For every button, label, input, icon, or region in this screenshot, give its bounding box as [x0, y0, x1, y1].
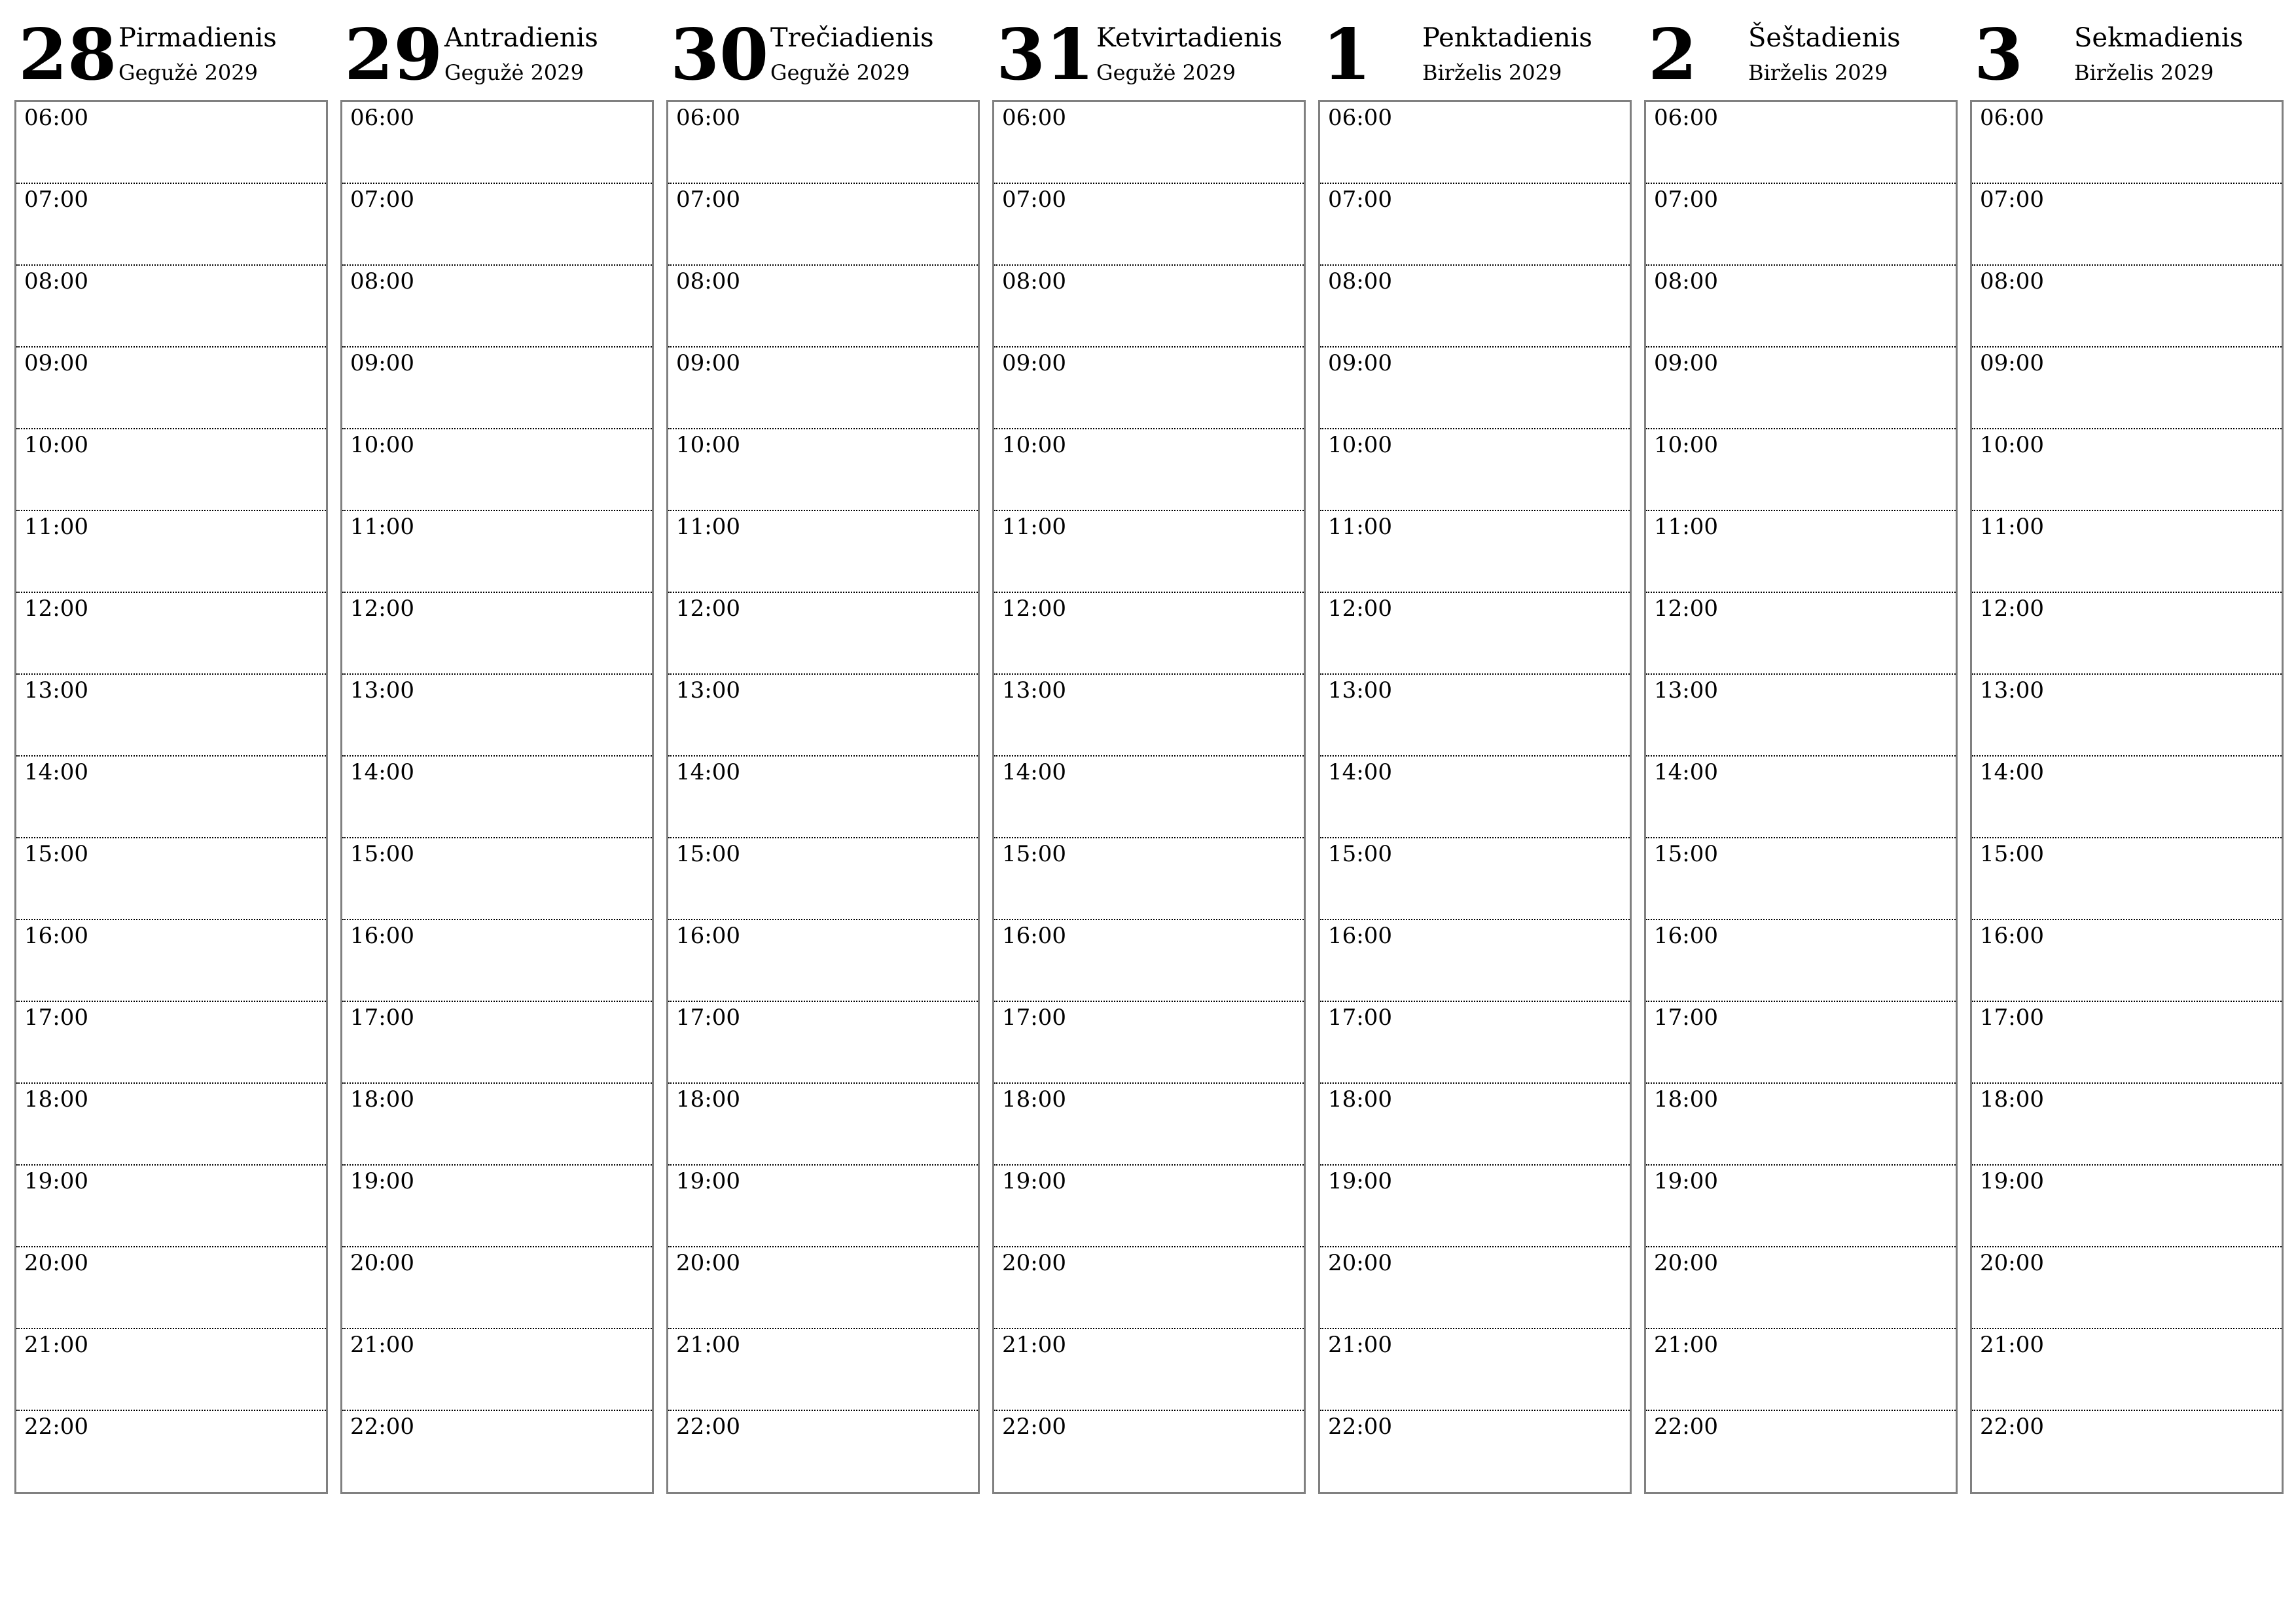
- time-slot[interactable]: [1646, 1084, 1956, 1166]
- time-slot[interactable]: [1320, 511, 1630, 593]
- time-label: 07:00: [1654, 187, 1718, 213]
- time-slot[interactable]: [1972, 348, 2282, 429]
- time-label: 10:00: [676, 432, 740, 458]
- time-label: 16:00: [1654, 923, 1718, 949]
- time-slot[interactable]: [668, 1411, 978, 1493]
- day-header: [340, 14, 653, 99]
- time-slot[interactable]: [1320, 675, 1630, 757]
- day-header: [1318, 14, 1630, 99]
- time-slot[interactable]: [994, 838, 1304, 920]
- time-label: 09:00: [1980, 350, 2044, 376]
- day-number: 30: [670, 14, 769, 96]
- time-slot[interactable]: [1646, 1166, 1956, 1247]
- time-label: 12:00: [676, 596, 740, 622]
- day-header: [992, 14, 1304, 99]
- time-slot[interactable]: [342, 184, 652, 266]
- time-slot[interactable]: [1972, 102, 2282, 184]
- time-slot[interactable]: [1646, 1002, 1956, 1084]
- time-label: 15:00: [1654, 841, 1718, 867]
- time-slot[interactable]: [16, 1084, 326, 1166]
- time-slot[interactable]: [994, 1329, 1304, 1411]
- time-label: 16:00: [1328, 923, 1392, 949]
- day-column: [1644, 14, 1956, 1500]
- time-slot[interactable]: [16, 1329, 326, 1411]
- day-schedule-box: [1644, 100, 1958, 1494]
- time-label: 22:00: [1654, 1414, 1718, 1440]
- time-label: 09:00: [1328, 350, 1392, 376]
- time-slot[interactable]: [1972, 593, 2282, 675]
- time-label: 06:00: [1328, 105, 1392, 131]
- day-schedule-box: [14, 100, 328, 1494]
- day-number: 31: [996, 14, 1095, 96]
- time-label: 13:00: [1002, 677, 1066, 704]
- time-label: 10:00: [1980, 432, 2044, 458]
- time-label: 12:00: [1328, 596, 1392, 622]
- time-slot[interactable]: [994, 429, 1304, 511]
- time-label: 17:00: [1002, 1005, 1066, 1031]
- time-label: 21:00: [350, 1332, 414, 1358]
- time-label: 17:00: [1328, 1005, 1392, 1031]
- day-header: [14, 14, 327, 99]
- time-label: 16:00: [1002, 923, 1066, 949]
- time-slot[interactable]: [668, 593, 978, 675]
- time-slot[interactable]: [1320, 102, 1630, 184]
- time-slot[interactable]: [994, 1084, 1304, 1166]
- day-name: Šeštadienis: [1748, 23, 1901, 53]
- day-schedule-box: [1318, 100, 1632, 1494]
- time-label: 13:00: [676, 677, 740, 704]
- time-label: 20:00: [1328, 1250, 1392, 1276]
- day-header: [1644, 14, 1956, 99]
- time-label: 22:00: [1002, 1414, 1066, 1440]
- time-label: 15:00: [350, 841, 414, 867]
- time-label: 15:00: [1980, 841, 2044, 867]
- time-label: 14:00: [1654, 759, 1718, 785]
- time-label: 10:00: [350, 432, 414, 458]
- time-slot[interactable]: [342, 1329, 652, 1411]
- day-name: Penktadienis: [1422, 23, 1592, 53]
- time-slot[interactable]: [1320, 429, 1630, 511]
- time-slot[interactable]: [1646, 1329, 1956, 1411]
- time-slot[interactable]: [668, 1166, 978, 1247]
- day-schedule-box: [992, 100, 1306, 1494]
- month-year: Birželis 2029: [2074, 60, 2214, 85]
- time-slot[interactable]: [1646, 348, 1956, 429]
- time-label: 19:00: [350, 1168, 414, 1194]
- time-slot[interactable]: [1972, 1166, 2282, 1247]
- time-label: 20:00: [1654, 1250, 1718, 1276]
- time-slot[interactable]: [342, 1411, 652, 1493]
- time-slot[interactable]: [1972, 429, 2282, 511]
- time-slot[interactable]: [1320, 920, 1630, 1002]
- day-number: 2: [1648, 14, 1698, 96]
- time-label: 14:00: [1328, 759, 1392, 785]
- time-label: 11:00: [1002, 514, 1066, 540]
- time-label: 21:00: [1980, 1332, 2044, 1358]
- time-slot[interactable]: [668, 1084, 978, 1166]
- time-label: 08:00: [24, 268, 88, 294]
- time-slot[interactable]: [1646, 757, 1956, 838]
- time-slot[interactable]: [342, 511, 652, 593]
- time-slot[interactable]: [1320, 266, 1630, 348]
- time-label: 08:00: [1654, 268, 1718, 294]
- time-label: 07:00: [1328, 187, 1392, 213]
- time-label: 09:00: [1654, 350, 1718, 376]
- time-slot[interactable]: [16, 184, 326, 266]
- time-slot[interactable]: [1320, 1329, 1630, 1411]
- time-label: 11:00: [1980, 514, 2044, 540]
- time-slot[interactable]: [16, 838, 326, 920]
- time-slot[interactable]: [16, 266, 326, 348]
- month-year: Gegužė 2029: [770, 60, 910, 85]
- time-label: 20:00: [1980, 1250, 2044, 1276]
- time-slot[interactable]: [342, 1166, 652, 1247]
- time-slot[interactable]: [342, 1247, 652, 1329]
- time-label: 14:00: [350, 759, 414, 785]
- time-label: 13:00: [24, 677, 88, 704]
- time-label: 11:00: [676, 514, 740, 540]
- time-slot[interactable]: [668, 1002, 978, 1084]
- time-slot[interactable]: [994, 511, 1304, 593]
- time-slot[interactable]: [16, 102, 326, 184]
- time-label: 18:00: [1002, 1086, 1066, 1113]
- time-label: 20:00: [24, 1250, 88, 1276]
- time-slot[interactable]: [1646, 675, 1956, 757]
- time-slot[interactable]: [994, 102, 1304, 184]
- time-label: 17:00: [1980, 1005, 2044, 1031]
- time-label: 07:00: [1980, 187, 2044, 213]
- time-slot[interactable]: [994, 757, 1304, 838]
- time-label: 12:00: [1980, 596, 2044, 622]
- time-label: 08:00: [350, 268, 414, 294]
- time-slot[interactable]: [342, 266, 652, 348]
- time-label: 19:00: [1328, 1168, 1392, 1194]
- day-name: Pirmadienis: [118, 23, 277, 53]
- day-schedule-box: [666, 100, 980, 1494]
- time-label: 19:00: [24, 1168, 88, 1194]
- time-label: 08:00: [676, 268, 740, 294]
- time-slot[interactable]: [1646, 184, 1956, 266]
- time-label: 16:00: [350, 923, 414, 949]
- time-label: 06:00: [350, 105, 414, 131]
- time-label: 08:00: [1002, 268, 1066, 294]
- time-label: 16:00: [1980, 923, 2044, 949]
- time-label: 21:00: [1328, 1332, 1392, 1358]
- time-slot[interactable]: [1320, 838, 1630, 920]
- time-slot[interactable]: [1320, 1084, 1630, 1166]
- time-slot[interactable]: [994, 266, 1304, 348]
- time-slot[interactable]: [1320, 1247, 1630, 1329]
- time-slot[interactable]: [16, 1247, 326, 1329]
- time-label: 12:00: [350, 596, 414, 622]
- time-label: 06:00: [24, 105, 88, 131]
- time-label: 18:00: [1328, 1086, 1392, 1113]
- time-label: 06:00: [1002, 105, 1066, 131]
- time-slot[interactable]: [1646, 920, 1956, 1002]
- month-year: Gegužė 2029: [444, 60, 584, 85]
- time-label: 11:00: [24, 514, 88, 540]
- time-label: 15:00: [1328, 841, 1392, 867]
- time-slot[interactable]: [342, 1002, 652, 1084]
- day-number: 1: [1322, 14, 1372, 96]
- time-label: 15:00: [1002, 841, 1066, 867]
- time-label: 15:00: [24, 841, 88, 867]
- time-slot[interactable]: [1972, 1247, 2282, 1329]
- time-slot[interactable]: [668, 757, 978, 838]
- time-label: 13:00: [1328, 677, 1392, 704]
- day-number: 29: [344, 14, 443, 96]
- time-slot[interactable]: [1320, 1002, 1630, 1084]
- time-label: 09:00: [676, 350, 740, 376]
- time-label: 21:00: [1002, 1332, 1066, 1358]
- day-column: [992, 14, 1304, 1500]
- time-slot[interactable]: [1972, 184, 2282, 266]
- time-slot[interactable]: [1646, 511, 1956, 593]
- time-slot[interactable]: [668, 102, 978, 184]
- time-label: 07:00: [350, 187, 414, 213]
- weekly-planner: [14, 14, 2282, 1500]
- time-label: 06:00: [1654, 105, 1718, 131]
- month-year: Birželis 2029: [1748, 60, 1888, 85]
- time-slot[interactable]: [1646, 102, 1956, 184]
- time-slot[interactable]: [994, 1411, 1304, 1493]
- time-label: 10:00: [24, 432, 88, 458]
- day-header: [1970, 14, 2282, 99]
- time-label: 14:00: [24, 759, 88, 785]
- time-label: 07:00: [24, 187, 88, 213]
- day-column: [340, 14, 653, 1500]
- time-label: 17:00: [24, 1005, 88, 1031]
- time-label: 21:00: [24, 1332, 88, 1358]
- time-slot[interactable]: [1972, 1002, 2282, 1084]
- day-column: [14, 14, 327, 1500]
- time-label: 18:00: [1654, 1086, 1718, 1113]
- time-slot[interactable]: [1972, 1329, 2282, 1411]
- time-slot[interactable]: [1646, 266, 1956, 348]
- day-name: Sekmadienis: [2074, 23, 2244, 53]
- time-label: 18:00: [676, 1086, 740, 1113]
- time-slot[interactable]: [668, 348, 978, 429]
- time-label: 07:00: [1002, 187, 1066, 213]
- time-label: 18:00: [350, 1086, 414, 1113]
- time-slot[interactable]: [16, 757, 326, 838]
- time-label: 16:00: [676, 923, 740, 949]
- time-label: 10:00: [1328, 432, 1392, 458]
- month-year: Gegužė 2029: [1096, 60, 1236, 85]
- time-label: 18:00: [1980, 1086, 2044, 1113]
- time-slot[interactable]: [16, 675, 326, 757]
- time-slot[interactable]: [1972, 675, 2282, 757]
- time-label: 20:00: [676, 1250, 740, 1276]
- time-slot[interactable]: [1320, 184, 1630, 266]
- time-label: 21:00: [1654, 1332, 1718, 1358]
- day-name: Antradienis: [444, 23, 598, 53]
- time-slot[interactable]: [342, 757, 652, 838]
- time-label: 20:00: [1002, 1250, 1066, 1276]
- time-slot[interactable]: [668, 920, 978, 1002]
- time-slot[interactable]: [668, 429, 978, 511]
- day-header: [666, 14, 978, 99]
- time-label: 14:00: [676, 759, 740, 785]
- time-slot[interactable]: [1972, 1411, 2282, 1493]
- time-slot[interactable]: [1320, 1166, 1630, 1247]
- time-label: 22:00: [350, 1414, 414, 1440]
- time-label: 17:00: [1654, 1005, 1718, 1031]
- time-label: 11:00: [1328, 514, 1392, 540]
- time-slot[interactable]: [1972, 511, 2282, 593]
- time-label: 18:00: [24, 1086, 88, 1113]
- time-label: 19:00: [676, 1168, 740, 1194]
- time-slot[interactable]: [342, 920, 652, 1002]
- time-slot[interactable]: [994, 920, 1304, 1002]
- time-label: 15:00: [676, 841, 740, 867]
- time-label: 09:00: [350, 350, 414, 376]
- time-slot[interactable]: [668, 1329, 978, 1411]
- time-slot[interactable]: [1320, 593, 1630, 675]
- time-slot[interactable]: [1972, 266, 2282, 348]
- time-label: 11:00: [350, 514, 414, 540]
- time-slot[interactable]: [1972, 920, 2282, 1002]
- time-slot[interactable]: [16, 1411, 326, 1493]
- time-slot[interactable]: [994, 1247, 1304, 1329]
- time-label: 09:00: [24, 350, 88, 376]
- time-slot[interactable]: [342, 429, 652, 511]
- time-slot[interactable]: [1972, 838, 2282, 920]
- time-label: 19:00: [1002, 1168, 1066, 1194]
- time-label: 17:00: [350, 1005, 414, 1031]
- time-label: 11:00: [1654, 514, 1718, 540]
- time-slot[interactable]: [1646, 429, 1956, 511]
- time-slot[interactable]: [342, 102, 652, 184]
- time-label: 13:00: [1980, 677, 2044, 704]
- day-name: Trečiadienis: [770, 23, 934, 53]
- time-slot[interactable]: [1646, 593, 1956, 675]
- month-year: Gegužė 2029: [118, 60, 258, 85]
- time-slot[interactable]: [342, 593, 652, 675]
- time-label: 21:00: [676, 1332, 740, 1358]
- time-slot[interactable]: [342, 348, 652, 429]
- day-column: [1318, 14, 1630, 1500]
- day-number: 3: [1974, 14, 2024, 96]
- time-slot[interactable]: [1320, 757, 1630, 838]
- time-label: 13:00: [1654, 677, 1718, 704]
- day-column: [666, 14, 978, 1500]
- day-name: Ketvirtadienis: [1096, 23, 1283, 53]
- day-number: 28: [18, 14, 117, 96]
- time-slot[interactable]: [994, 1166, 1304, 1247]
- time-label: 22:00: [676, 1414, 740, 1440]
- time-slot[interactable]: [1646, 1247, 1956, 1329]
- time-label: 13:00: [350, 677, 414, 704]
- time-label: 22:00: [1328, 1414, 1392, 1440]
- time-label: 22:00: [1980, 1414, 2044, 1440]
- time-label: 12:00: [1654, 596, 1718, 622]
- time-label: 14:00: [1002, 759, 1066, 785]
- time-slot[interactable]: [16, 920, 326, 1002]
- time-label: 06:00: [676, 105, 740, 131]
- time-label: 16:00: [24, 923, 88, 949]
- time-label: 08:00: [1328, 268, 1392, 294]
- time-slot[interactable]: [342, 675, 652, 757]
- time-slot[interactable]: [16, 1166, 326, 1247]
- time-slot[interactable]: [16, 348, 326, 429]
- time-slot[interactable]: [16, 429, 326, 511]
- time-slot[interactable]: [1646, 838, 1956, 920]
- time-label: 14:00: [1980, 759, 2044, 785]
- time-slot[interactable]: [1320, 348, 1630, 429]
- time-slot[interactable]: [16, 511, 326, 593]
- time-slot[interactable]: [342, 1084, 652, 1166]
- time-slot[interactable]: [16, 593, 326, 675]
- time-label: 17:00: [676, 1005, 740, 1031]
- day-schedule-box: [340, 100, 654, 1494]
- time-slot[interactable]: [668, 1247, 978, 1329]
- time-label: 19:00: [1654, 1168, 1718, 1194]
- time-slot[interactable]: [1972, 1084, 2282, 1166]
- time-slot[interactable]: [994, 184, 1304, 266]
- time-slot[interactable]: [668, 266, 978, 348]
- time-label: 08:00: [1980, 268, 2044, 294]
- time-label: 12:00: [1002, 596, 1066, 622]
- month-year: Birželis 2029: [1422, 60, 1562, 85]
- time-slot[interactable]: [994, 348, 1304, 429]
- time-slot[interactable]: [994, 593, 1304, 675]
- time-slot[interactable]: [668, 838, 978, 920]
- time-slot[interactable]: [1320, 1411, 1630, 1493]
- time-label: 10:00: [1654, 432, 1718, 458]
- time-label: 20:00: [350, 1250, 414, 1276]
- time-label: 19:00: [1980, 1168, 2044, 1194]
- time-slot[interactable]: [668, 675, 978, 757]
- time-label: 12:00: [24, 596, 88, 622]
- time-slot[interactable]: [668, 511, 978, 593]
- day-schedule-box: [1970, 100, 2284, 1494]
- time-slot[interactable]: [342, 838, 652, 920]
- day-column: [1970, 14, 2282, 1500]
- time-slot[interactable]: [668, 184, 978, 266]
- time-slot[interactable]: [994, 675, 1304, 757]
- time-label: 10:00: [1002, 432, 1066, 458]
- time-label: 09:00: [1002, 350, 1066, 376]
- time-label: 06:00: [1980, 105, 2044, 131]
- time-slot[interactable]: [1646, 1411, 1956, 1493]
- time-label: 22:00: [24, 1414, 88, 1440]
- time-slot[interactable]: [1972, 757, 2282, 838]
- time-slot[interactable]: [16, 1002, 326, 1084]
- time-slot[interactable]: [994, 1002, 1304, 1084]
- time-label: 07:00: [676, 187, 740, 213]
